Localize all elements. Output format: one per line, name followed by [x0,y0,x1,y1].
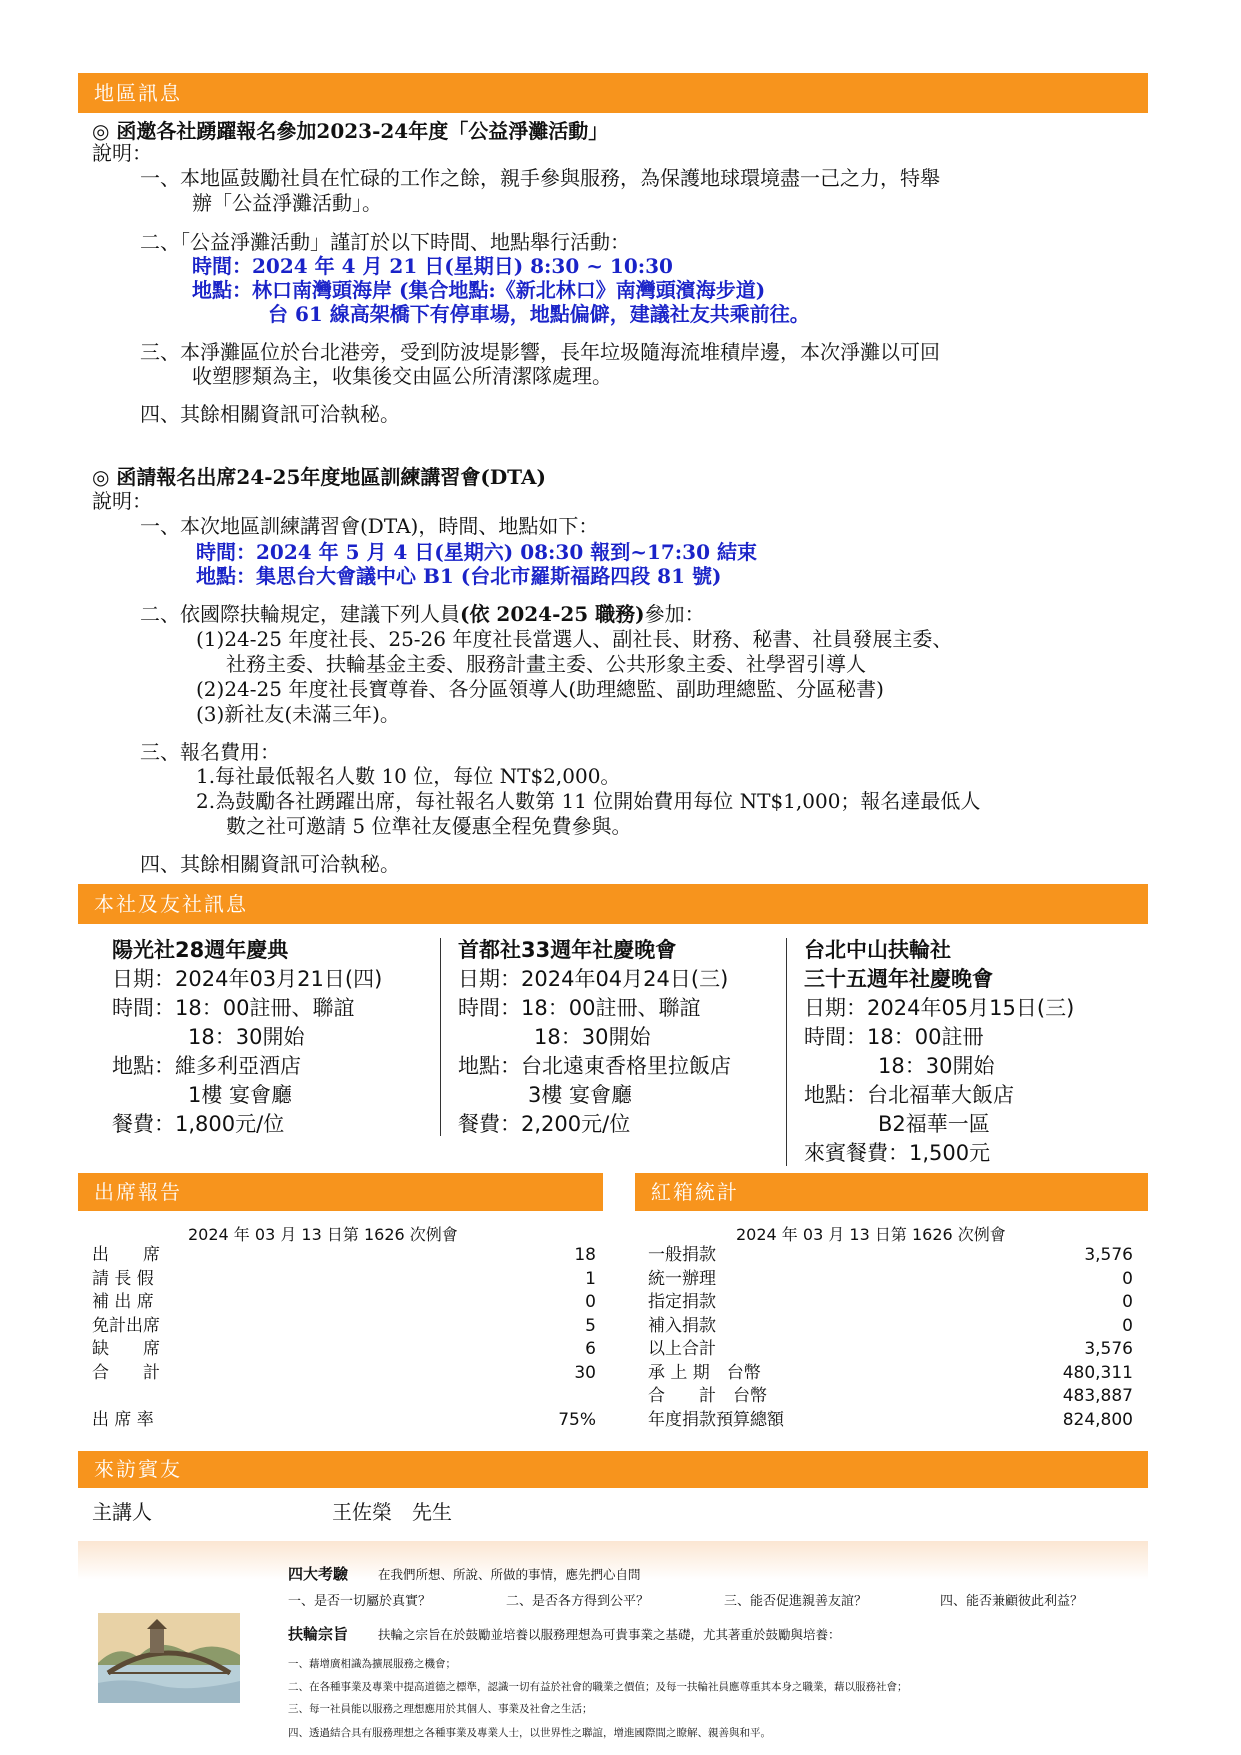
table-row [92,1291,596,1315]
row-label: 承 上 期 台幣 [648,1362,761,1383]
item2-l2: (2)24-25 年度社長寶尊眷、各分區領導人(助理總監、副助理總監、分區秘書) [196,677,884,701]
attendance-subtitle: 2024 年 03 月 13 日第 1626 次例會 [188,1225,458,1244]
rotary-object-subtitle: 扶輪之宗旨在於鼓勵並培養以服務理想為可貴事業之基礎，尤其著重於鼓勵與培養： [378,1627,841,1642]
club-card-3 [804,936,1140,1168]
item2-place: 地點：集思台大會議中心 B1 (台北市羅斯福路四段 81 號) [196,564,722,588]
row-label: 補入捐款 [648,1315,716,1336]
item1-p1b: 辦「公益淨灘活動」。 [192,191,382,215]
table-row [648,1409,1133,1433]
table-row [648,1385,1133,1409]
row-label: 年度捐款預算總額 [648,1409,784,1430]
attendance-table [92,1244,596,1433]
table-row [92,1268,596,1292]
table-row [648,1315,1133,1339]
row-value: 5 [585,1315,596,1336]
item2-l3: (3)新社友(未滿三年)。 [196,702,400,726]
redbox-table [648,1244,1133,1432]
item2-f2b: 數之社可邀請 5 位準社友優惠全程免費參與。 [226,814,632,838]
visitors-header: 來訪賓友 [78,1451,1148,1488]
club-card-time: 時間：18：00註冊 [804,1025,984,1049]
item2-f1: 1.每社最低報名人數 10 位，每位 NT$2,000。 [196,764,621,788]
row-label: 統一辦理 [648,1268,716,1289]
item2-time: 時間：2024 年 5 月 4 日(星期六) 08:30 報到~17:30 結束 [196,540,757,564]
item2-l1b: 社務主委、扶輪基金主委、服務計畫主委、公共形象主委、社學習引導人 [226,652,866,676]
club-divider-1 [440,938,441,1136]
rotary-object-3: 三、每一社員能以服務之理想應用於其個人、事業及社會之生活； [288,1703,593,1715]
item2-p1: 一、本次地區訓練講習會(DTA)，時間、地點如下： [140,514,599,538]
four-way-test-subtitle: 在我們所想、所說、所做的事情，應先捫心自問 [378,1567,641,1582]
item2-p2-post: 參加： [644,602,705,626]
row-value: 483,887 [1062,1386,1133,1406]
item1-p1a: 一、本地區鼓勵社員在忙碌的工作之餘，親手參與服務，為保護地球環境盡一己之力，特舉 [140,166,940,190]
club-card-venue: 地點：台北福華大飯店 [804,1083,1014,1107]
item1-p3a: 三、本淨灘區位於台北港旁，受到防波堤影響，長年垃圾隨海流堆積岸邊，本次淨灘以可回 [140,340,940,364]
table-row [648,1362,1133,1386]
table-row [92,1362,596,1386]
club-card-venue: 地點：台北遠東香格里拉飯店 [458,1054,731,1078]
row-value: 1 [585,1268,596,1289]
table-row [648,1244,1133,1268]
table-row [648,1291,1133,1315]
item1-place2: 台 61 線高架橋下有停車場，地點偏僻，建議社友共乘前往。 [268,302,810,326]
club-divider-2 [786,938,787,1166]
four-way-test-q4: 四、能否兼顧彼此利益？ [940,1594,1084,1609]
district-header: 地區訊息 [78,73,1148,113]
clubs-header: 本社及友社訊息 [78,884,1148,924]
row-value: 3,576 [1084,1339,1133,1359]
row-label: 合 計 [92,1362,160,1383]
row-value: 0 [1122,1315,1133,1336]
row-label: 補 出 席 [92,1292,154,1312]
visitor-role: 主講人 [92,1500,152,1524]
item1-p4: 四、其餘相關資訊可洽執秘。 [140,402,400,426]
club-card-room: 3樓 宴會廳 [528,1083,633,1107]
club-card-start: 18：30開始 [188,1025,305,1049]
item1-title: ◎ 函邀各社踴躍報名參加2023-24年度「公益淨灘活動」 [92,119,609,143]
item2-title: ◎ 函請報名出席24-25年度地區訓練講習會(DTA) [92,465,546,489]
item1-p2: 二、「公益淨灘活動」謹訂於以下時間、地點舉行活動： [140,230,630,254]
row-label: 缺 席 [92,1339,160,1359]
club-card-date: 日期：2024年03月21日(四) [112,967,383,991]
row-label: 請 長 假 [92,1268,154,1289]
row-value: 0 [1122,1292,1133,1312]
item1-p3b: 收塑膠類為主，收集後交由區公所清潔隊處理。 [192,364,612,388]
four-way-test-title: 四大考驗 [288,1565,349,1583]
row-value: 0 [1122,1268,1133,1289]
club-card-fee: 來賓餐費：1,500元 [804,1141,991,1165]
club-card-title: 陽光社28週年慶典 [112,938,289,962]
item2-note: 說明： [92,489,152,513]
row-value: 6 [585,1339,596,1359]
visitor-name: 王佐榮 先生 [332,1500,452,1524]
row-value: 3,576 [1084,1245,1133,1265]
item1-time: 時間：2024 年 4 月 21 日(星期日) 8:30 ~ 10:30 [192,254,673,278]
rotary-object-2: 二、在各種事業及專業中提高道德之標準，認識一切有益於社會的職業之價值；及每一扶輪社員應尊重其本身之職業，藉以服務社會； [288,1681,908,1693]
club-card-venue: 地點：維多利亞酒店 [112,1054,301,1078]
rate-value: 75% [558,1410,596,1430]
row-value: 824,800 [1062,1409,1133,1430]
item2-p2-pre: 二、依國際扶輪規定，建議下列人員 [140,602,460,626]
redbox-header: 紅箱統計 [635,1173,1148,1211]
table-row [648,1338,1133,1362]
four-way-test-q3: 三、能否促進親善友誼？ [724,1594,868,1609]
row-label: 以上合計 [648,1339,716,1359]
club-card-date: 日期：2024年04月24日(三) [458,967,729,991]
redbox-subtitle: 2024 年 03 月 13 日第 1626 次例會 [736,1225,1006,1244]
item2-l1a: (1)24-25 年度社長、25-26 年度社長當選人、副社長、財務、秘書、社員發展主委、 [196,627,953,651]
item2-p4: 四、其餘相關資訊可洽執秘。 [140,852,400,876]
item2-p2-bold: (依 2024-25 職務) [460,602,645,626]
item1-note: 說明： [92,141,152,165]
table-row [92,1315,596,1339]
club-card-fee: 餐費：2,200元/位 [458,1112,631,1136]
club-card-fee: 餐費：1,800元/位 [112,1112,285,1136]
attendance-rate-row [92,1409,596,1433]
rotary-object-1: 一、藉增廣相識為擴展服務之機會； [288,1658,456,1670]
row-label: 出 席 [92,1245,160,1265]
club-card-start: 18：30開始 [534,1025,651,1049]
club-card-start: 18：30開始 [878,1054,995,1078]
row-label: 免計出席 [92,1315,160,1336]
item1-place1: 地點：林口南灣頭海岸 (集合地點:《新北林口》南灣頭濱海步道) [192,278,766,302]
four-way-test-q1: 一、是否一切屬於真實？ [288,1594,432,1609]
item2-p3: 三、報名費用： [140,740,280,764]
club-card-title: 首都社33週年社慶晚會 [458,938,677,962]
club-card-2 [458,936,794,1139]
row-label: 合 計 台幣 [648,1386,767,1406]
row-label: 一般捐款 [648,1245,716,1265]
row-value: 0 [585,1292,596,1312]
rotary-object-title: 扶輪宗旨 [288,1625,349,1643]
table-row [92,1338,596,1362]
table-row [92,1244,596,1268]
row-value: 18 [574,1245,596,1265]
item2-p2 [140,602,705,626]
table-row [648,1268,1133,1292]
club-card-time: 時間：18：00註冊、聯誼 [112,996,355,1020]
rotary-object-4: 四、透過結合具有服務理想之各種事業及專業人士，以世界性之聯誼，增進國際間之瞭解、親善與和平。 [288,1727,771,1739]
club-card-time: 時間：18：00註冊、聯誼 [458,996,701,1020]
item2-f2a: 2.為鼓勵各社踴躍出席，每社報名人數第 11 位開始費用每位 NT$1,000；報名達最低人 [196,789,981,813]
rate-label: 出 席 率 [92,1410,154,1430]
club-card-1 [112,936,448,1139]
club-card-subtitle: 三十五週年社慶晚會 [804,967,993,991]
attendance-header: 出席報告 [78,1173,603,1211]
row-value: 30 [574,1362,596,1383]
row-label: 指定捐款 [648,1292,716,1312]
club-card-date: 日期：2024年05月15日(三) [804,996,1075,1020]
bridge-landscape-image [98,1613,240,1703]
club-card-title: 台北中山扶輪社 [804,938,951,962]
club-card-room: 1樓 宴會廳 [188,1083,293,1107]
club-card-room: B2福華一區 [878,1112,990,1136]
four-way-test-q2: 二、是否各方得到公平？ [506,1594,650,1609]
row-value: 480,311 [1062,1362,1133,1383]
